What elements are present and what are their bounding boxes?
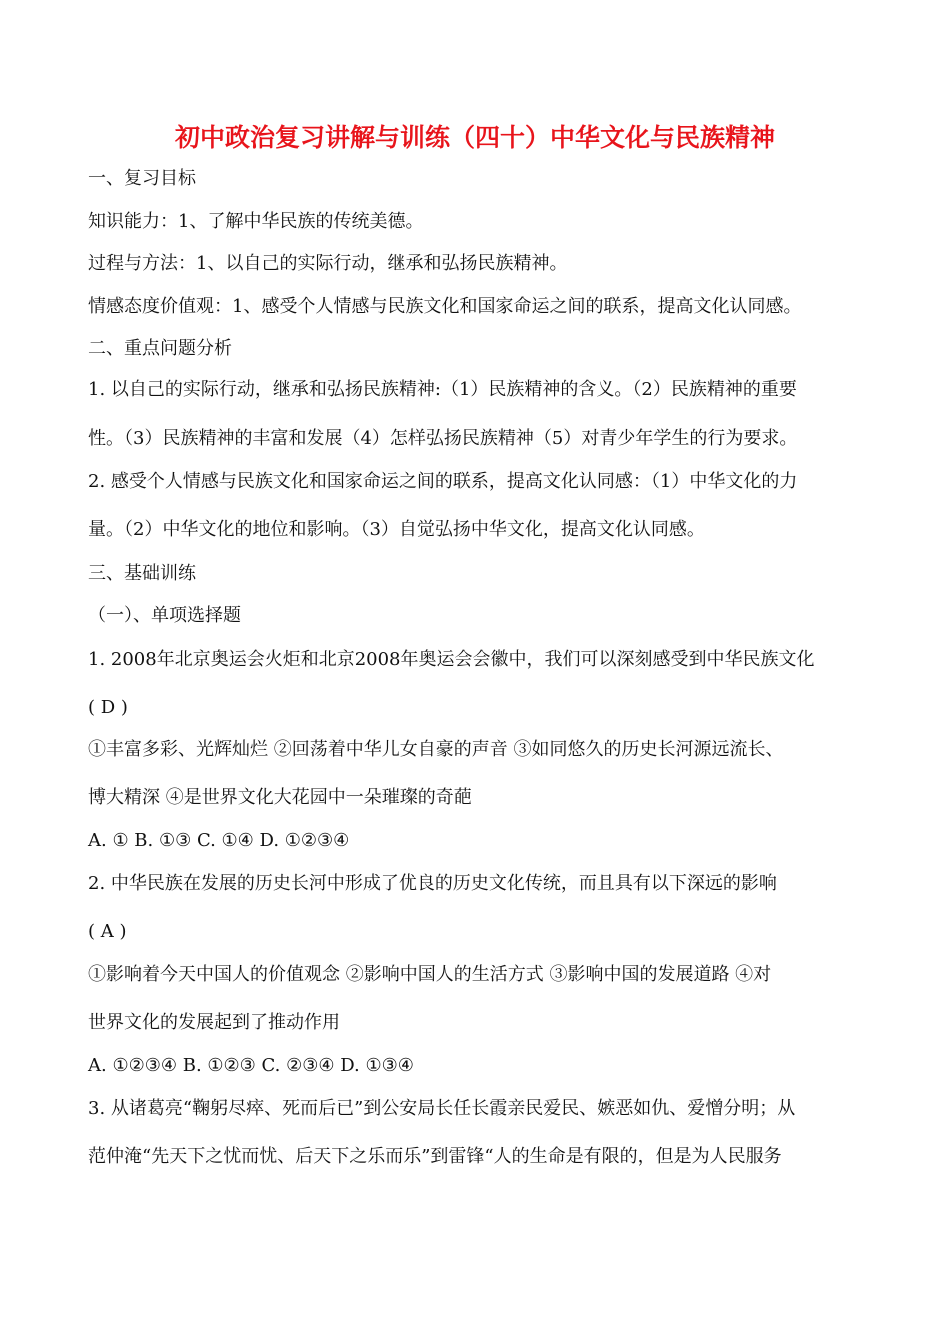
question-3-stem-line-1: 3. 从诸葛亮“鞠躬尽瘁、死而后已”到公安局长任长霞亲民爱民、嫉恶如仇、爱憎分明；从 xyxy=(88,1098,796,1119)
question-1-stem: 1. 2008年北京奥运会火炬和北京2008年奥运会会徽中，我们可以深刻感受到中华民族文化 xyxy=(88,649,815,670)
objective-process: 过程与方法：1、以自己的实际行动，继承和弘扬民族精神。 xyxy=(88,253,568,274)
subsection-single-choice: （一）、单项选择题 xyxy=(88,605,241,626)
question-1-options-line-2: 博大精深 ④是世界文化大花园中一朵璀璨的奇葩 xyxy=(88,787,472,808)
key-issue-1-line-2: 性。（3）民族精神的丰富和发展（4）怎样弘扬民族精神（5）对青少年学生的行为要求。 xyxy=(88,428,798,449)
key-issue-2-line-1: 2. 感受个人情感与民族文化和国家命运之间的联系，提高文化认同感：（1）中华文化的力 xyxy=(88,471,798,492)
key-issue-2-line-2: 量。（2）中华文化的地位和影响。（3）自觉弘扬中华文化，提高文化认同感。 xyxy=(88,519,705,540)
key-issue-1-line-1: 1. 以自己的实际行动，继承和弘扬民族精神:（1）民族精神的含义。（2）民族精神的重要 xyxy=(88,379,797,400)
question-1-choices: A. ① B. ①③ C. ①④ D. ①②③④ xyxy=(88,830,350,851)
question-2-options-line-1: ①影响着今天中国人的价值观念 ②影响中国人的生活方式 ③影响中国的发展道路 ④对 xyxy=(88,964,772,985)
section-heading-key-issues: 二、重点问题分析 xyxy=(88,338,232,359)
section-heading-objectives: 一、复习目标 xyxy=(88,168,196,189)
question-2-choices: A. ①②③④ B. ①②③ C. ②③④ D. ①③④ xyxy=(88,1055,414,1076)
question-3-stem-line-2: 范仲淹“先天下之忧而忧、后天下之乐而乐”到雷锋“人的生命是有限的，但是为人民服务 xyxy=(88,1146,782,1167)
question-1-answer: ( D ) xyxy=(88,697,128,718)
question-2-options-line-2: 世界文化的发展起到了推动作用 xyxy=(88,1012,340,1033)
objective-emotion: 情感态度价值观：1、感受个人情感与民族文化和国家命运之间的联系，提高文化认同感。 xyxy=(88,296,802,317)
question-1-options-line-1: ①丰富多彩、光辉灿烂 ②回荡着中华儿女自豪的声音 ③如同悠久的历史长河源远流长、 xyxy=(88,739,784,760)
question-2-stem: 2. 中华民族在发展的历史长河中形成了优良的历史文化传统，而且具有以下深远的影响 xyxy=(88,873,777,894)
section-heading-training: 三、基础训练 xyxy=(88,563,196,584)
question-2-answer: ( A ) xyxy=(88,921,127,942)
page-title: 初中政治复习讲解与训练（四十）中华文化与民族精神 xyxy=(174,123,775,152)
objective-knowledge: 知识能力：1、了解中华民族的传统美德。 xyxy=(88,211,424,232)
